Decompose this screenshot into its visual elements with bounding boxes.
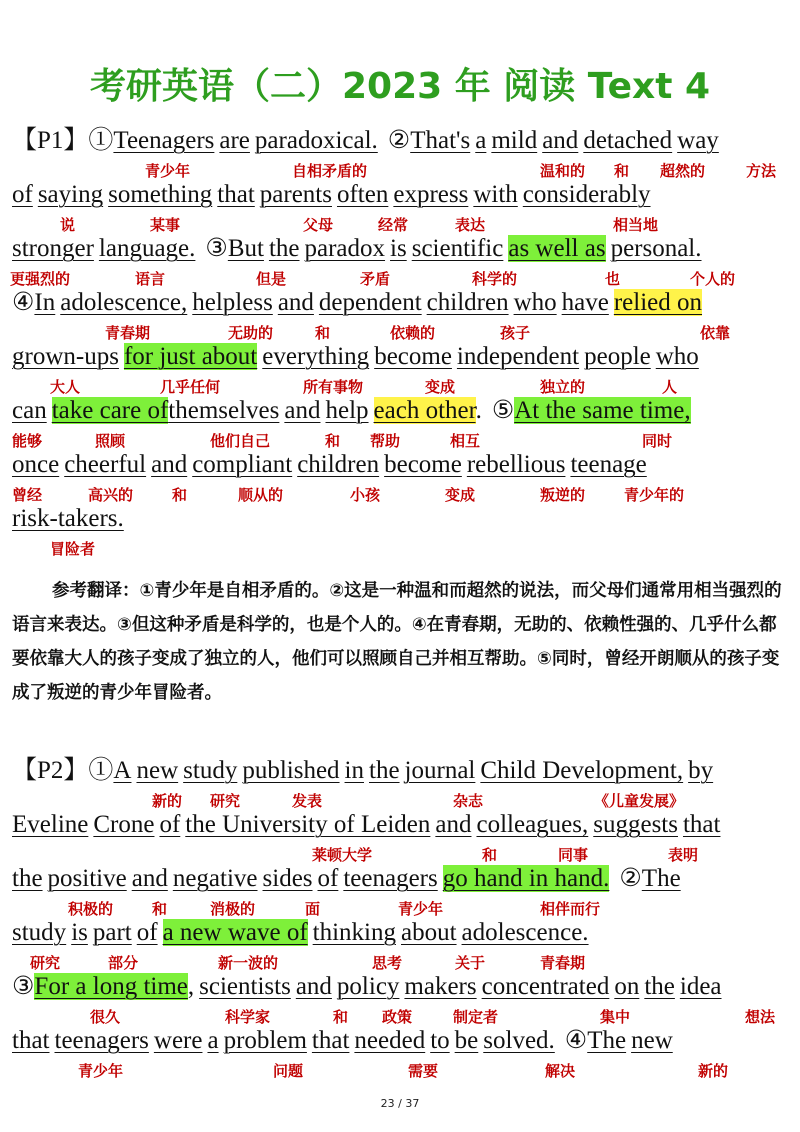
word: can xyxy=(12,397,47,424)
reference-translation: 参考翻译：①青少年是自相矛盾的。②这是一种温和而超然的说法，而父母们通常用相当强烈的语言来表达。③但这种矛盾是科学的，也是个人的。④在青春期，无助的、依赖性强的、几乎什么都要依靠大人的孩子变成了独立的人，他们可以照顾自己并相互帮助。⑤同时，曾经开朗顺从的孩子变成了叛逆的青少年冒险者。 xyxy=(12,581,782,703)
gloss: 很久 xyxy=(90,1008,121,1026)
gloss: 杂志 xyxy=(453,792,484,810)
sentence-number: ① xyxy=(88,757,114,784)
highlighted-phrase: for just about xyxy=(123,343,258,370)
gloss: 他们自己 xyxy=(210,432,271,450)
sentence-number: ④ xyxy=(564,1027,588,1054)
gloss: 变成 xyxy=(425,378,456,396)
gloss: 青春期 xyxy=(105,324,151,342)
gloss: 无助的 xyxy=(228,324,274,342)
gloss: 人 xyxy=(662,378,678,396)
word: are xyxy=(219,127,250,154)
p2-line-5 xyxy=(12,972,722,1002)
word: the xyxy=(644,973,675,1000)
word: of xyxy=(317,865,339,892)
gloss: 方法 xyxy=(746,162,777,180)
gloss: 集中 xyxy=(600,1008,631,1026)
word: is xyxy=(390,235,407,262)
p2-line-1 xyxy=(12,756,713,786)
gloss: 青少年 xyxy=(398,900,444,918)
word: But xyxy=(227,235,264,262)
word: often xyxy=(336,181,389,208)
word: Eveline xyxy=(12,811,89,838)
word: become xyxy=(374,343,452,370)
gloss: 积极的 xyxy=(68,900,114,918)
gloss: 面 xyxy=(305,900,321,918)
p1-line-6 xyxy=(12,396,691,426)
word: with xyxy=(473,181,518,208)
highlighted-phrase: At the same time, xyxy=(514,397,691,424)
word: the xyxy=(268,235,300,262)
p1-line-5 xyxy=(12,342,699,372)
word: new xyxy=(631,1027,673,1054)
sentence-number: ① xyxy=(88,127,114,154)
p2-line-6 xyxy=(12,1026,673,1056)
word: adolescence. xyxy=(461,919,589,946)
gloss: 部分 xyxy=(108,954,139,972)
word: sides xyxy=(262,865,313,892)
gloss: 孩子 xyxy=(500,324,531,342)
gloss: 依靠 xyxy=(700,324,731,342)
word: in xyxy=(344,757,364,784)
word: the xyxy=(369,757,400,784)
gloss: 新一波的 xyxy=(218,954,279,972)
gloss: 但是 xyxy=(256,270,287,288)
gloss: 所有事物 xyxy=(303,378,364,396)
gloss: 语言 xyxy=(135,270,166,288)
word: of xyxy=(12,181,33,208)
word: Teenagers xyxy=(113,127,215,154)
word: The xyxy=(587,1027,627,1054)
word: who xyxy=(513,289,557,316)
word: who xyxy=(655,343,699,370)
word: by xyxy=(688,757,714,784)
p2-line-2 xyxy=(12,810,720,840)
word: problem xyxy=(223,1027,307,1054)
gloss: 和 xyxy=(482,846,498,864)
word: In xyxy=(34,289,56,316)
word: people xyxy=(584,343,651,370)
gloss: 表明 xyxy=(668,846,699,864)
word: become xyxy=(384,451,462,478)
word: grown-ups xyxy=(12,343,119,370)
word: that xyxy=(682,811,721,838)
word: of xyxy=(136,919,158,946)
gloss: 曾经 xyxy=(12,486,43,504)
paragraph-tag: 【P2】 xyxy=(12,757,89,784)
gloss: 高兴的 xyxy=(88,486,134,504)
gloss: 经常 xyxy=(378,216,409,234)
p1-line-3 xyxy=(12,234,702,264)
gloss: 和 xyxy=(315,324,331,342)
word: a xyxy=(475,127,487,154)
p1-line-1 xyxy=(12,126,719,156)
gloss: 照顾 xyxy=(95,432,126,450)
page-title: 考研英语（二）2023 年 阅读 Text 4 xyxy=(90,66,710,107)
p1-line-4 xyxy=(12,288,702,318)
word: study xyxy=(183,757,238,784)
sentence-number: ③ xyxy=(205,235,228,262)
gloss: 超然的 xyxy=(660,162,706,180)
word: saying xyxy=(37,181,104,208)
gloss: 政策 xyxy=(382,1008,413,1026)
p1-line-7 xyxy=(12,450,647,480)
word: paradox xyxy=(304,235,386,262)
gloss: 小孩 xyxy=(350,486,381,504)
word: concentrated xyxy=(481,973,610,1000)
gloss: 想法 xyxy=(745,1008,776,1026)
sentence-number: ② xyxy=(619,865,642,892)
word: solved. xyxy=(483,1027,555,1054)
gloss: 和 xyxy=(614,162,630,180)
gloss: 莱顿大学 xyxy=(312,846,373,864)
gloss: 温和的 xyxy=(540,162,586,180)
gloss: 叛逆的 xyxy=(540,486,586,504)
word: compliant xyxy=(192,451,293,478)
word: considerably xyxy=(522,181,651,208)
gloss: 和 xyxy=(325,432,341,450)
word: published xyxy=(242,757,340,784)
word: that xyxy=(311,1027,350,1054)
gloss: 制定者 xyxy=(453,1008,499,1026)
gloss: 帮助 xyxy=(370,432,401,450)
word: Child Development, xyxy=(480,757,684,784)
word: language. xyxy=(98,235,196,262)
gloss: 相伴而行 xyxy=(540,900,601,918)
word: and xyxy=(295,973,332,1000)
gloss: 需要 xyxy=(408,1062,439,1080)
word: be xyxy=(454,1027,479,1054)
gloss: 同时 xyxy=(642,432,673,450)
gloss: 青少年的 xyxy=(624,486,685,504)
gloss: 青春期 xyxy=(540,954,586,972)
gloss: 解决 xyxy=(545,1062,576,1080)
word: that xyxy=(12,1027,50,1054)
gloss: 青少年 xyxy=(78,1062,124,1080)
gloss: 顺从的 xyxy=(238,486,284,504)
word: idea xyxy=(679,973,722,1000)
sentence-number: ⑤ xyxy=(491,397,515,424)
word: policy xyxy=(336,973,400,1000)
word: rebellious xyxy=(466,451,566,478)
word: were xyxy=(153,1027,203,1054)
word: negative xyxy=(172,865,258,892)
gloss: 几乎任何 xyxy=(160,378,221,396)
word: express xyxy=(393,181,469,208)
word: that xyxy=(217,181,255,208)
word: detached xyxy=(583,127,673,154)
word: children xyxy=(297,451,380,478)
gloss: 依赖的 xyxy=(390,324,436,342)
gloss: 科学家 xyxy=(225,1008,271,1026)
gloss: 和 xyxy=(152,900,168,918)
gloss: 研究 xyxy=(30,954,61,972)
word: stronger xyxy=(12,235,94,262)
word: a xyxy=(207,1027,219,1054)
word: study xyxy=(12,919,67,946)
word: A xyxy=(113,757,132,784)
gloss: 消极的 xyxy=(210,900,256,918)
word: risk-takers. xyxy=(12,505,124,532)
word: parents xyxy=(259,181,332,208)
p2-line-3 xyxy=(12,864,681,894)
gloss: 发表 xyxy=(292,792,323,810)
gloss: 研究 xyxy=(210,792,241,810)
p1-line-8 xyxy=(12,504,124,534)
gloss: 某事 xyxy=(150,216,181,234)
word: cheerful xyxy=(64,451,147,478)
highlighted-phrase: go hand in hand. xyxy=(442,865,610,892)
word: That's xyxy=(410,127,471,154)
word: about xyxy=(401,919,457,946)
gloss: 矛盾 xyxy=(360,270,391,288)
word: the xyxy=(12,865,43,892)
gloss: 相当地 xyxy=(613,216,659,234)
word: colleagues, xyxy=(476,811,589,838)
gloss: 思考 xyxy=(372,954,403,972)
gloss: 青少年 xyxy=(145,162,191,180)
word: teenagers xyxy=(54,1027,149,1054)
word: The xyxy=(641,865,681,892)
gloss: 《儿童发展》 xyxy=(594,792,685,810)
highlighted-phrase: For a long time xyxy=(34,973,188,1000)
gloss: 自相矛盾的 xyxy=(292,162,368,180)
word: thinking xyxy=(312,919,396,946)
page-number: 23 / 37 xyxy=(380,1097,420,1110)
sentence-number: ② xyxy=(387,127,411,154)
gloss: 说 xyxy=(60,216,76,234)
word: and xyxy=(435,811,472,838)
word: teenagers xyxy=(343,865,438,892)
gloss: 父母 xyxy=(303,216,334,234)
word: to xyxy=(430,1027,450,1054)
word: new xyxy=(136,757,179,784)
gloss: 新的 xyxy=(152,792,183,810)
gloss: 更强烈的 xyxy=(10,270,71,288)
word: needed xyxy=(354,1027,426,1054)
gloss: 相互 xyxy=(450,432,481,450)
word: is xyxy=(71,919,88,946)
word: of xyxy=(159,811,181,838)
word: help xyxy=(325,397,369,424)
word: and xyxy=(542,127,579,154)
word: personal. xyxy=(610,235,702,262)
word: on xyxy=(614,973,640,1000)
highlighted-phrase: as well as xyxy=(508,235,606,262)
word: way xyxy=(677,127,719,154)
sentence-number: ④ xyxy=(12,289,35,316)
word: and xyxy=(284,397,321,424)
punctuation: . xyxy=(475,397,482,424)
gloss: 冒险者 xyxy=(50,540,96,558)
word: teenage xyxy=(570,451,647,478)
gloss: 表达 xyxy=(455,216,486,234)
word: something xyxy=(108,181,213,208)
gloss: 大人 xyxy=(50,378,81,396)
gloss: 和 xyxy=(333,1008,349,1026)
word: and xyxy=(151,451,188,478)
word: children xyxy=(426,289,509,316)
word: suggests xyxy=(593,811,678,838)
gloss: 关于 xyxy=(455,954,486,972)
gloss: 变成 xyxy=(445,486,476,504)
gloss: 能够 xyxy=(12,432,43,450)
gloss: 和 xyxy=(172,486,188,504)
gloss: 个人的 xyxy=(690,270,736,288)
highlighted-phrase: each other xyxy=(373,397,476,424)
word: helpless xyxy=(192,289,273,316)
word: paradoxical. xyxy=(254,127,378,154)
word: journal xyxy=(404,757,476,784)
gloss: 新的 xyxy=(698,1062,729,1080)
p2-line-4 xyxy=(12,918,589,948)
word: positive xyxy=(47,865,127,892)
gloss: 科学的 xyxy=(472,270,518,288)
gloss: 也 xyxy=(605,270,621,288)
highlighted-phrase: take care of xyxy=(51,397,169,424)
word: scientific xyxy=(411,235,504,262)
gloss: 独立的 xyxy=(540,378,586,396)
highlighted-phrase: a new wave of xyxy=(162,919,308,946)
word: makers xyxy=(404,973,477,1000)
highlighted-phrase: relied on xyxy=(613,289,703,316)
word: mild xyxy=(491,127,538,154)
word: and xyxy=(277,289,314,316)
word: have xyxy=(561,289,609,316)
word: dependent xyxy=(318,289,422,316)
gloss: 问题 xyxy=(273,1062,304,1080)
word: the University of Leiden xyxy=(185,811,431,838)
word: adolescence, xyxy=(60,289,188,316)
word: everything xyxy=(262,343,370,370)
word: and xyxy=(131,865,168,892)
word: once xyxy=(12,451,60,478)
sentence-number: ③ xyxy=(12,973,35,1000)
word: part xyxy=(92,919,132,946)
word: scientists xyxy=(199,973,291,1000)
p1-line-2 xyxy=(12,180,651,210)
word: independent xyxy=(456,343,580,370)
paragraph-tag: 【P1】 xyxy=(12,127,89,154)
word: Crone xyxy=(93,811,155,838)
gloss: 同事 xyxy=(558,846,589,864)
word: themselves xyxy=(168,397,280,424)
punctuation: , xyxy=(187,973,195,1000)
